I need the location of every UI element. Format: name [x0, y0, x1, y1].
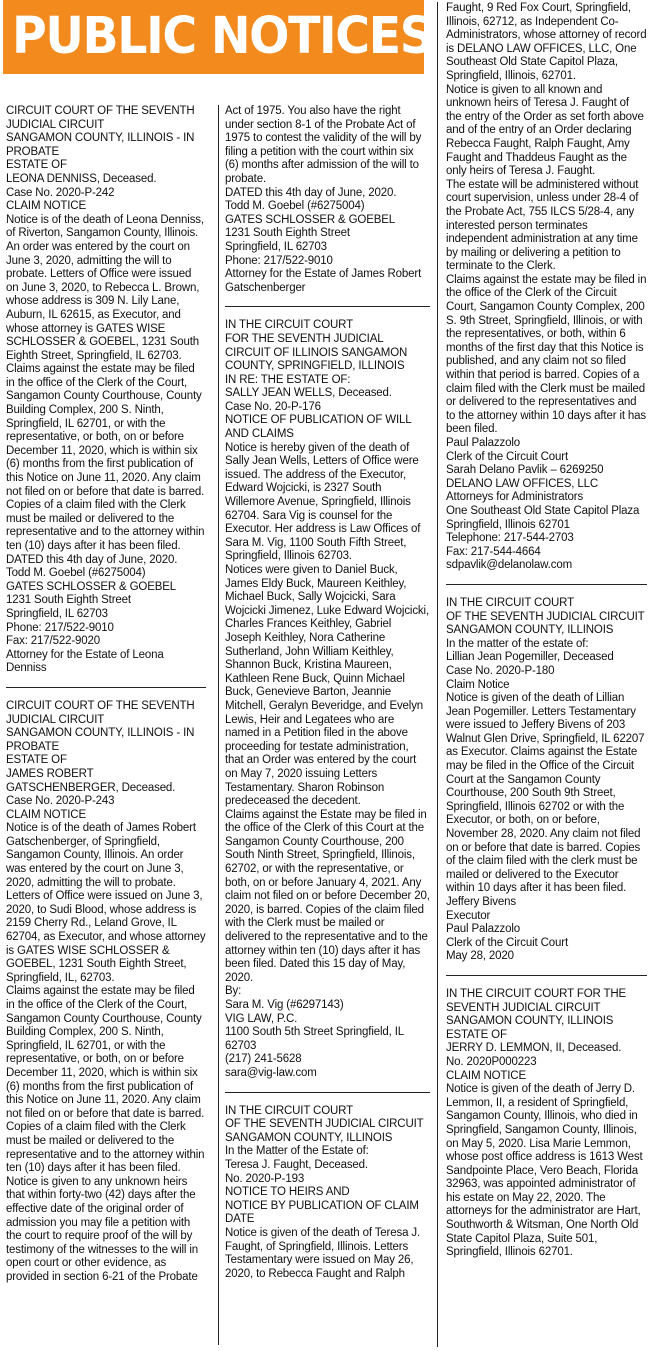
- notice-divider: [225, 1092, 430, 1093]
- notice-text: Faught, 9 Red Fox Court, Springfield, Illinois, 62712, as Independent Co-Administrators, whose attorney of record is DELANO LAW OFFICES, LLC, One Southeast Old State Capitol Plaza, Springfield, Illinois, 62701. Notice is given to all known and unknown heirs of Teresa J. Faught of the entry of the Order as set forth above and of the entry of an Order declaring Rebecca Faught, Ralph Faught, Amy Faught and Thaddeus Faught as the only heirs of Teresa J. Faught. The estate will be administered without court supervision, unless under 28-4 of the Probate Act, 755 ILCS 5/28-4, any interested person terminates independent administration at any time by mailing or delivering a petition to terminate to the Clerk. Claims against the estate may be filed in the office of the Clerk of the Circuit Court, Sangamon County Complex, 200 S. 9th Street, Springfield, Illinois, or with the representatives, or both, within 6 months of the first day that this Notice is published, and any claim not so filed within that period is barred. Copies of a claim filed with the Clerk must be mailed or delivered to the representatives and to the attorney within 10 days after it has been filed. Paul Palazzolo Clerk of the Circuit Court Sarah Delano Pavlik – 6269250 DELANO LAW OFFICES, LLC Attorneys for Administrators One Southeast Old State Capitol Plaza Springfield, Illinois 62701 Telephone: 217-544-2703 Fax: 217-544-4664 sdpavlik@delanolaw.com: [446, 2, 647, 572]
- notice-gatschenberger-continued: [225, 105, 430, 295]
- notice-divider: [225, 306, 430, 307]
- column-1: [6, 105, 206, 1345]
- notice-teresa-faught-continued: [446, 2, 647, 573]
- section-title: PUBLIC NOTICES: [12, 7, 433, 66]
- notice-jerry-lemmon: [446, 988, 647, 1260]
- notice-text: IN THE CIRCUIT COURT FOR THE SEVENTH JUDICIAL CIRCUIT OF ILLINOIS SANGAMON COUNTY, SPRINGFIELD, ILLINOIS IN RE: THE ESTATE OF: SALLY JEAN WELLS, Deceased. Case No. 20-P-176 NOTICE OF PUBLICATION OF WILL AND CLAIMS Notice is hereby given of the death of Sally Jean Wells, Letters of Office were issued. The address of the Executor, Edward Wojcicki, is 2327 South Willemore Avenue, Springfield, Illinois 62704. Sara Vig is counsel for the Executor. Her address is Law Offices of Sara M. Vig, 1100 South Fifth Street, Springfield, Illinois 62703. Notices were given to Daniel Buck, James Eldy Buck, Maureen Keithley, Michael Buck, Sally Wojcicki, Sara Wojcicki Jimenez, Luke Edward Wojcicki, Charles Frances Keithley, Gabriel Joseph Keithley, Nora Catherine Sutherland, John William Keithley, Shannon Buck, Kristina Maureen, Kathleen Rene Buck, Quinn Michael Buck, Genevieve Barton, Jeannie Mitchell, Geralyn Beveridge, and Evelyn Lewis, Heir and Legatees who are named in a Petition filed in the above proceeding for testate administration, that an Order was entered by the court on May 7, 2020 issuing Letters Testamentary. Sharon Robinson predeceased the decedent. Claims against the Estate may be filed in the office of the Clerk of this Court at the Sangamon County Courthouse, 200 South Ninth Street, Springfield, Illinois, 62702, or with the representative, or both, on or before January 4, 2021. Any claim not filed on or before December 20, 2020, is barred. Copies of the claim filed with the Clerk must be mailed or delivered to the representative and to the attorney within ten (10) days after it has been filed. Dated this 15 day of May, 2020. By: Sara M. Vig (#6297143) VIG LAW, P.C. 1100 South 5th Street Springfield, IL 62703 (217) 241-5628 sara@vig-law.com: [225, 319, 430, 1079]
- notice-text: IN THE CIRCUIT COURT OF THE SEVENTH JUDICIAL CIRCUIT SANGAMON COUNTY, ILLINOIS In the matter of the estate of: Lillian Jean Pogemiller, Deceased Case No. 2020-P-180 Claim Notice Notice is given of the death of Lillian Jean Pogemiller. Letters Testamentary were issued to Jeffery Bivens of 203 Walnut Glen Drive, Springfield, IL 62207 as Executor. Claims against the Estate may be filed in the Office of the Circuit Court at the Sangamon County Courthouse, 200 South 9th Street, Springfield, Illinois 62702 or with the Executor, or both, on or before, November 28, 2020. Any claim not filed on or before that date is barred. Copies of the claim filed with the clerk must be mailed or delivered to the Executor within 10 days after it has been filed. Jeffery Bivens Executor Paul Palazzolo Clerk of the Circuit Court May 28, 2020: [446, 596, 645, 963]
- notice-text: CIRCUIT COURT OF THE SEVENTH JUDICIAL CIRCUIT SANGAMON COUNTY, ILLINOIS - IN PROBATE ESTATE OF LEONA DENNISS, Deceased. Case No. 2020-P-242 CLAIM NOTICE Notice is of the death of Leona Denniss, of Riverton, Sangamon County, Illinois. An order was entered by the court on June 3, 2020, admitting the will to probate. Letters of Office were issued on June 3, 2020, to Rebecca L. Brown, whose address is 309 N. Lily Lane, Auburn, IL 62615, as Executor, and whose attorney is GATES WISE SCHLOSSER & GOEBEL, 1231 South Eighth Street, Springfield, IL 62703. Claims against the estate may be filed in the office of the Clerk of the Court, Sangamon County Courthouse, County Building Complex, 200 S. Ninth, Springfield, IL 62701, or with the representative, or both, on or before December 11, 2020, which is within six (6) months from the first publication of this Notice on June 11, 2020. Any claim not filed on or before that date is barred. Copies of a claim filed with the Clerk must be mailed or delivered to the representative and to the attorney within ten (10) days after it has been filed. DATED this 4th day of June, 2020. Todd M. Goebel (#6275004) GATES SCHLOSSER & GOEBEL 1231 South Eighth Street Springfield, IL 62703 Phone: 217/522-9010 Fax: 217/522-9020 Attorney for the Estate of Leona Denniss: [6, 105, 205, 675]
- notice-divider: [446, 975, 647, 976]
- notice-text: IN THE CIRCUIT COURT FOR THE SEVENTH JUDICIAL CIRCUIT SANGAMON COUNTY, ILLINOIS ESTATE OF JERRY D. LEMMON, II, Deceased. No. 2020P000223 CLAIM NOTICE Notice is given of the death of Jerry D. Lemmon, II, a resident of Springfield, Sangamon County, Illinois, who died in Springfield, Sangamon County, Illinois, on May 5, 2020. Lisa Marie Lemmon, whose post office address is 1613 West Sandpointe Place, Vero Beach, Florida 32963, was appointed administrator of his estate on May 22, 2020. The attorneys for the administrator are Hart, Southworth & Witsman, One North Old State Capitol Plaza, Suite 501, Springfield, Illinois 62701.: [446, 987, 643, 1259]
- section-banner: [3, 0, 433, 74]
- notice-lillian-pogemiller: [446, 597, 647, 964]
- notice-teresa-faught: [225, 1105, 430, 1282]
- notice-divider: [446, 584, 647, 585]
- notice-text: CIRCUIT COURT OF THE SEVENTH JUDICIAL CIRCUIT SANGAMON COUNTY, ILLINOIS - IN PROBATE ESTATE OF JAMES ROBERT GATSCHENBERGER, Deceased. Case No. 2020-P-243 CLAIM NOTICE Notice is of the death of James Robert Gatschenberger, of Springfield, Sangamon County, Illinois. An order was entered by the court on June 3, 2020, admitting the will to probate. Letters of Office were issued on June 3, 2020, to Sudi Blood, whose address is 2159 Cherry Rd., Leland Grove, IL 62704, as Executor, and whose attorney is GATES WISE SCHLOSSER & GOEBEL, 1231 South Eighth Street, Springfield, IL, 62703. Claims against the estate may be filed in the office of the Clerk of the Court, Sangamon County Courthouse, County Building Complex, 200 S. Ninth, Springfield, IL 62701, or with the representative, or both, on or before December 11, 2020, which is within six (6) months from the first publication of this Notice on June 11, 2020. Any claim not filed on or before that date is barred. Copies of a claim filed with the Clerk must be mailed or delivered to the representative and to the attorney within ten (10) days after it has been filed. Notice is given to any unknown heirs that within forty-two (42) days after the effective date of the original order of admission you may file a petition with the court to require proof of the will by testimony of the witnesses to the will in open court or other evidence, as provided in section 6-21 of the Probate: [6, 699, 206, 1283]
- column-3: [437, 2, 647, 1347]
- notice-leona-denniss: [6, 105, 206, 676]
- column-2: [218, 105, 430, 1345]
- notice-sally-jean-wells: [225, 319, 430, 1080]
- notice-divider: [6, 687, 206, 688]
- notice-gatschenberger: [6, 700, 206, 1285]
- notice-text: Act of 1975. You also have the right under section 8-1 of the Probate Act of 1975 to contest the validity of the will by filing a petition with the court within six (6) months after admission of the will to probate. DATED this 4th day of June, 2020. Todd M. Goebel (#6275004) GATES SCHLOSSER & GOEBEL 1231 South Eighth Street Springfield, IL 62703 Phone: 217/522-9010 Attorney for the Estate of James Robert Gatschenberger: [225, 105, 422, 294]
- notice-text: IN THE CIRCUIT COURT OF THE SEVENTH JUDICIAL CIRCUIT SANGAMON COUNTY, ILLINOIS In the Matter of the Estate of: Teresa J. Faught, Deceased. No. 2020-P-193 NOTICE TO HEIRS AND NOTICE BY PUBLICATION OF CLAIM DATE Notice is given of the death of Teresa J. Faught, of Springfield, Illinois. Letters Testamentary were issued on May 26, 2020, to Rebecca Faught and Ralph: [225, 1104, 424, 1280]
